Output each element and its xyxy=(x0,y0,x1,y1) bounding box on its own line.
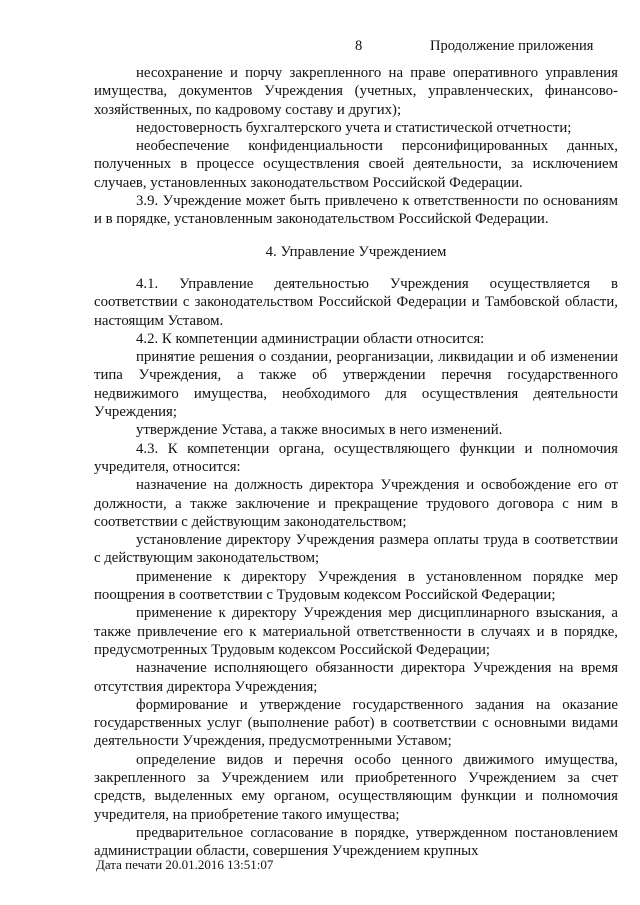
paragraph: утверждение Устава, а также вносимых в него изменений. xyxy=(136,422,503,439)
page-number: 8 xyxy=(355,38,363,54)
paragraph: несохранение и порчу закрепленного на праве оперативного управления имущества, документов Учреждения (учетных, управленческих, финансово-хозяйственных, по кадровому составу и других); xyxy=(94,65,618,118)
document-body xyxy=(94,64,618,860)
paragraph-3-9: 3.9. Учреждение может быть привлечено к ответственности по основаниям и в порядке, установленным законодательством Российской Федерации. xyxy=(94,193,618,228)
paragraph: применение к директору Учреждения в установленном порядке мер поощрения в соответствии с Трудовым кодексом Российской Федерации; xyxy=(94,568,618,604)
paragraph: предварительное согласование в порядке, утвержденном постановлением администрации области, совершения Учреждением крупных xyxy=(94,824,618,860)
paragraph: необеспечение конфиденциальности персонифицированных данных, полученных в процессе осуществления своей деятельности, за исключением случаев, установленных законодательством Российской Федерации. xyxy=(94,138,618,191)
paragraph: принятие решения о создании, реорганизации, ликвидации и об изменении типа Учреждения, а также об утверждении перечня государственного недвижимого имущества, необходимого для осуществления деятельности Учреждения; xyxy=(94,349,618,421)
paragraph: установление директору Учреждения размера оплаты труда в соответствии с действующим законодательством; xyxy=(94,532,618,567)
print-date: Дата печати 20.01.2016 13:51:07 xyxy=(96,857,274,872)
header-title: Продолжение приложения xyxy=(430,38,594,54)
paragraph-4-1: 4.1. Управление деятельностью Учреждения осуществляется в соответствии с законодательством Российской Федерации и Тамбовской области, настоящим Уставом. xyxy=(94,275,618,329)
paragraph: определение видов и перечня особо ценного движимого имущества, закрепленного за Учреждением или приобретенного Учреждением за счет средств, выделенных ему органом, осуществляющим функции и полномочия учредителя, на приобретение такого имущества; xyxy=(94,751,618,823)
page-header xyxy=(0,38,640,58)
paragraph: назначение на должность директора Учреждения и освобождение его от должности, а также заключение и прекращение трудового договора с ним в соответствии с действующим законодательством; xyxy=(94,477,618,530)
paragraph: недостоверность бухгалтерского учета и статистической отчетности; xyxy=(136,119,572,136)
paragraph-4-2: 4.2. К компетенции администрации области относится: xyxy=(136,330,485,347)
paragraph-4-3: 4.3. К компетенции органа, осуществляющего функции и полномочия учредителя, относится: xyxy=(94,440,618,475)
paragraph: назначение исполняющего обязанности директора Учреждения на время отсутствия директора Учреждения; xyxy=(94,660,618,695)
paragraph: применение к директору Учреждения мер дисциплинарного взыскания, а также привлечение его к материальной ответственности в случаях и в порядке, предусмотренных Трудовым кодексом Российской Федерации; xyxy=(94,605,618,658)
paragraph: формирование и утверждение государственного задания на оказание государственных услуг (выполнение работ) в соответствии с основными видами деятельности Учреждения, предусмотренными Уставом; xyxy=(94,696,618,750)
section-heading: 4. Управление Учреждением xyxy=(265,243,447,260)
